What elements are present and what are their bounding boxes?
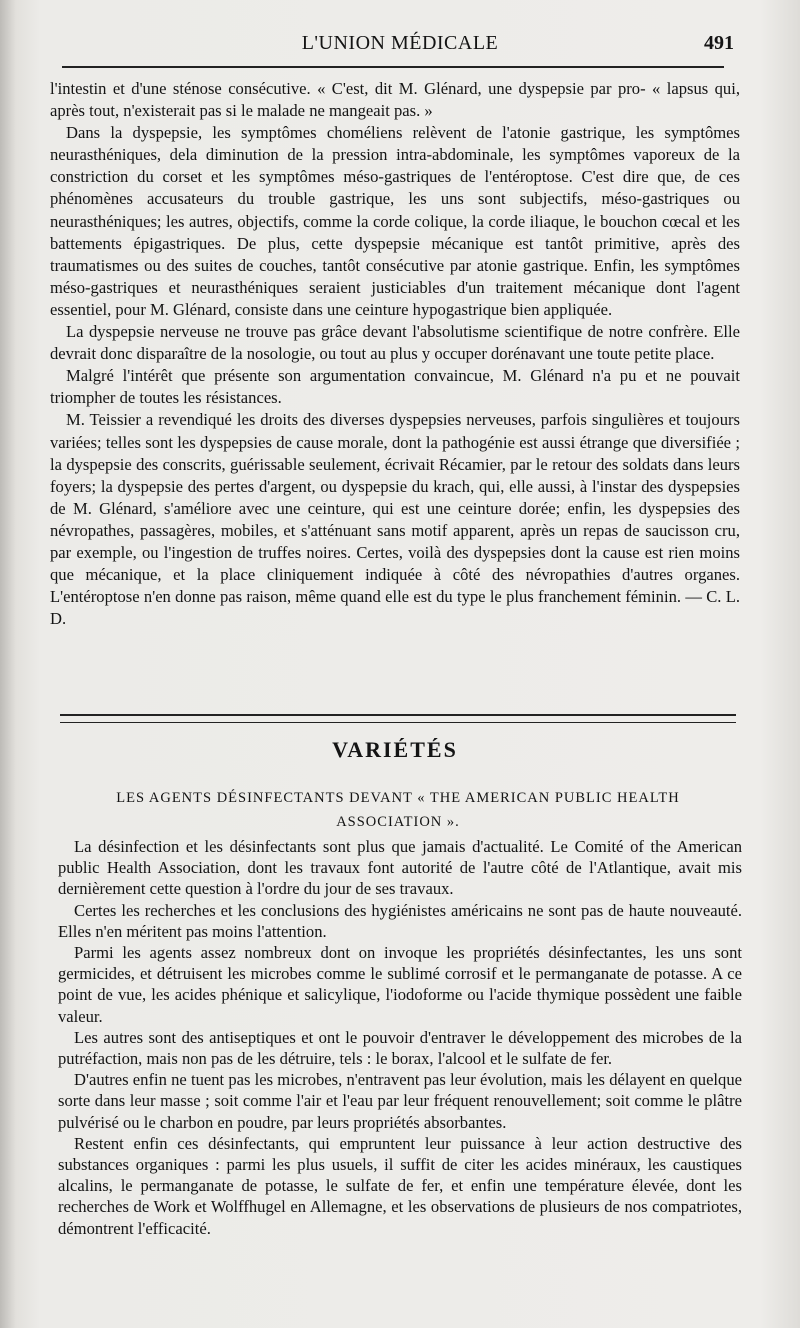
article-title bbox=[60, 786, 736, 834]
paragraph: Certes les recherches et les conclusions des hygiénistes américains ne sont pas de haute nouveauté. Elles n'en méritent pas moins l'attention. bbox=[58, 900, 742, 941]
paragraph: Malgré l'intérêt que présente son argumentation convaincue, M. Glénard n'a pu et ne pouvait triompher de toutes les résistances. bbox=[50, 366, 740, 408]
running-title: L'UNION MÉDICALE bbox=[301, 32, 499, 54]
paragraph: M. Teissier a revendiqué les droits des diverses dyspepsies nerveuses, parfois singulières et toujours variées; telles sont les dyspepsies de cause morale, dont la pathogénie est aussi étrange que diversifiée ; la dyspepsie des conscrits, guérissable seulement, écrivait Récamier, par le retour des soldats dans leurs foyers; la dyspepsie des pertes d'argent, ou dyspepsie du krach, qui, elle aussi, à l'instar des dyspepsies de M. Glénard, s'améliore avec une ceinture, qui est une ceinture dorée; enfin, les dyspepsies des névropathes, passagères, mobiles, et s'atténuant sans motif apparent, après un repas de saucisson cru, par exemple, ou l'ingestion de truffes noires. Certes, voilà des dyspepsies dont la cause est rien moins que mécanique, et la place cliniquement indiquée à côté des névropathies d'autres organes. L'entéroptose n'en donne pas raison, même quand elle est du type le plus franchement féminin. — C. L. D. bbox=[50, 410, 740, 629]
paragraph: l'intestin et d'une sténose consécutive. « C'est, dit M. Glénard, une dyspepsie par pro- « lapsus qui, après tout, n'existerait pas si le malade ne mangeait pas. » bbox=[50, 79, 740, 121]
page-number: 491 bbox=[704, 32, 734, 54]
paragraph: La dyspepsie nerveuse ne trouve pas grâce devant l'absolutisme scientifique de notre confrère. Elle devrait donc disparaître de la nosologie, ou tout au plus y occuper dorénavant une toute petite place. bbox=[50, 322, 740, 364]
article-title-line: LES AGENTS DÉSINFECTANTS DEVANT « THE AMERICAN PUBLIC HEALTH bbox=[116, 790, 680, 806]
article-title-line: ASSOCIATION ». bbox=[336, 814, 460, 830]
paragraph: Parmi les agents assez nombreux dont on invoque les propriétés désinfectantes, les uns sont germicides, et détruisent les microbes comme le sublimé corrosif et le permanganate de potasse. A ce point de vue, les acides phénique et salicylique, l'iodoforme ou l'acide thymique possèdent une faible valeur. bbox=[58, 943, 742, 1026]
paragraph: Dans la dyspepsie, les symptômes choméliens relèvent de l'atonie gastrique, les symptômes neurasthéniques, dela diminution de la pression intra-abdominale, les symptômes vaporeux de la constriction du corset et les symptômes méso-gastriques de l'entéroptose. C'est dire que, de ces phénomènes accusateurs du trouble gastrique, les uns sont subjectifs, méso-gastriques ou neurasthéniques; les autres, objectifs, comme la corde colique, la corde iliaque, le bouchon cœcal et les battements épigastriques. De plus, cette dyspepsie mécanique est tantôt primitive, après des traumatismes ou des suites de couches, tantôt consécutive par atonie gastrique. Enfin, les symptômes méso-gastriques et neurasthéniques seraient justiciables d'un traitement mécanique dont l'agent essentiel, pour M. Glénard, consiste dans une ceinture hypogastrique bien appliquée. bbox=[50, 123, 740, 319]
article-body bbox=[58, 836, 742, 1239]
section-heading: VARIÉTÉS bbox=[332, 737, 458, 762]
header-rule bbox=[62, 66, 724, 68]
page-header bbox=[60, 30, 740, 60]
paragraph: La désinfection et les désinfectants sont plus que jamais d'actualité. Le Comité of the American public Health Association, dont les travaux font autorité de l'autre côté de l'Atlantique, avait mis dernièrement cette question à l'ordre du jour de ses travaux. bbox=[58, 837, 742, 899]
paragraph: Les autres sont des antiseptiques et ont le pouvoir d'entraver le développement des microbes de la putréfaction, mais non pas de les détruire, tels : le borax, l'alcool et le sulfate de fer. bbox=[58, 1027, 742, 1069]
paragraph: D'autres enfin ne tuent pas les microbes, n'entravent pas leur évolution, mais les délayent en quelque sorte dans leur masse ; soit comme l'air et l'eau par leur fréquent renouvellement; soit comme le plâtre pulvérisé ou le charbon en poudre, par leurs propriétés absorbantes. bbox=[58, 1070, 742, 1132]
article-continuation bbox=[50, 78, 740, 630]
paragraph: Restent enfin ces désinfectants, qui empruntent leur puissance à leur action destructive des substances organiques : parmi les plus usuels, il suffit de citer les acides minéraux, les caustiques alcalins, le permanganate de potasse, le sulfate de fer, et enfin une température élevée, dont les recherches de Work et Wolffhugel en Allemagne, et les observations de plusieurs de nos compatriotes, démontrent l'efficacité. bbox=[58, 1133, 742, 1238]
section-divider bbox=[60, 714, 736, 723]
